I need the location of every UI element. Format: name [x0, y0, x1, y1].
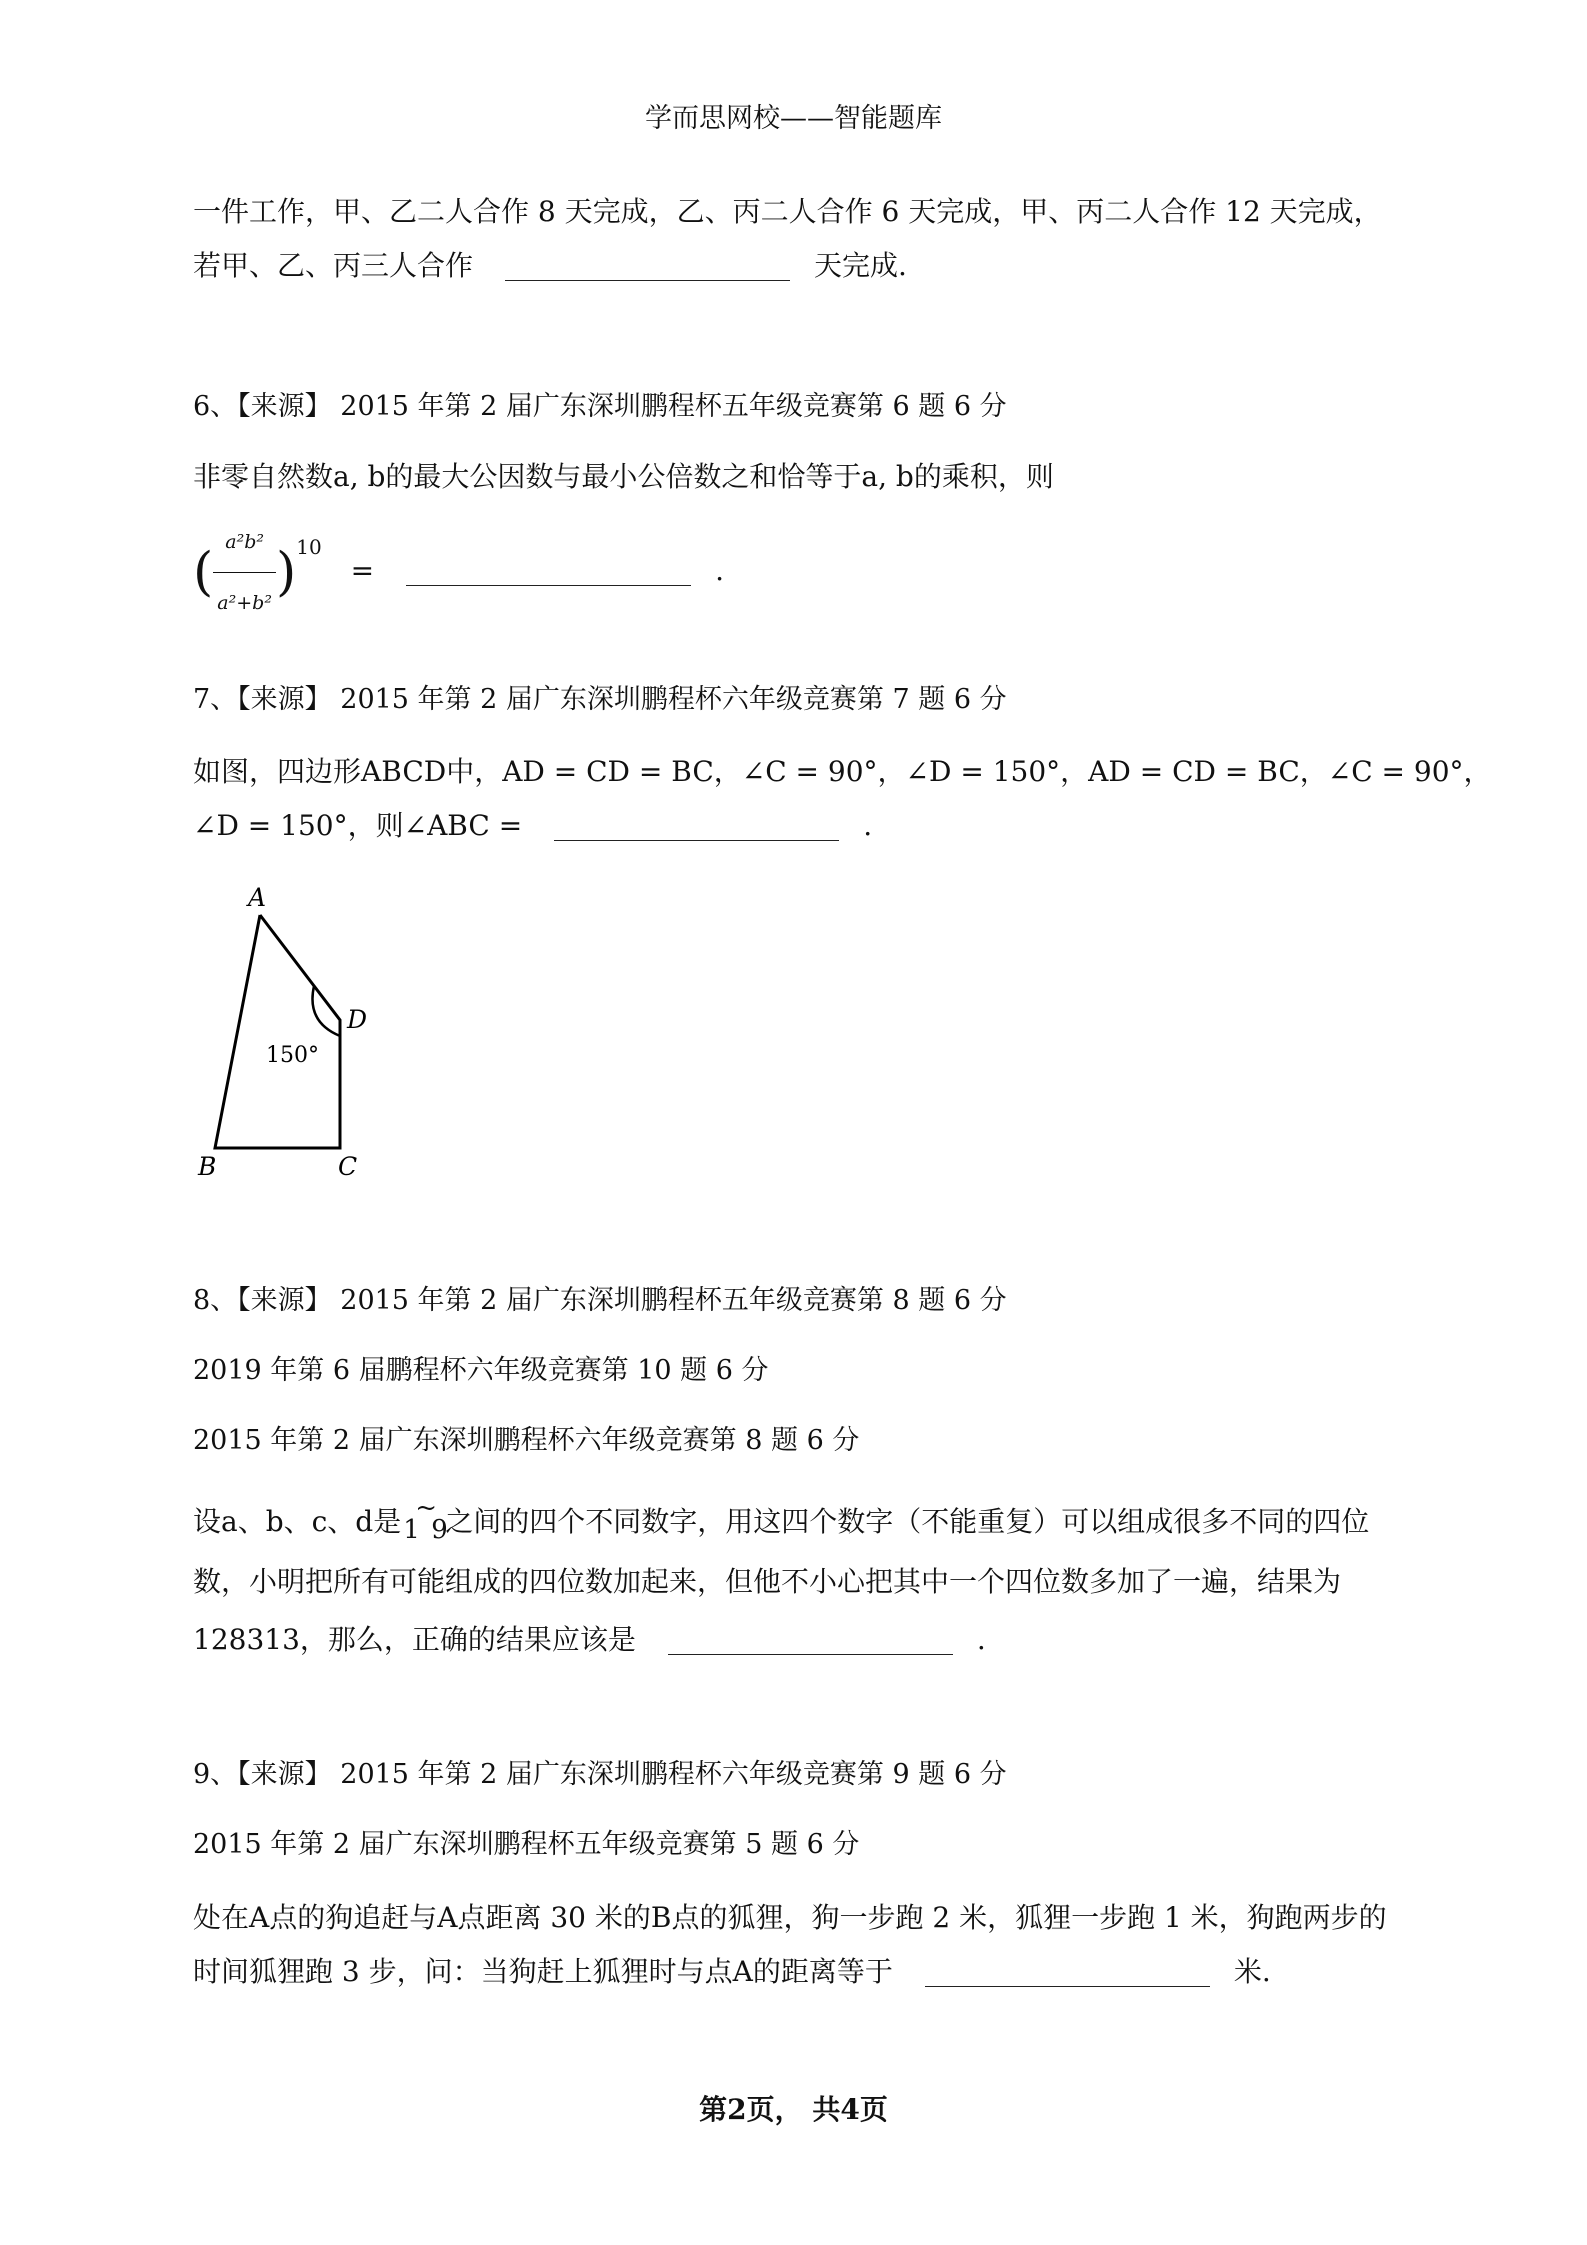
q6-frac-denominator: a²+b²	[217, 592, 272, 614]
q8-line-2: 数，小明把所有可能组成的四位数加起来，但他不小心把其中一个四位数多加了一遍，结果为	[193, 1565, 1342, 1598]
q8-line-1-rest: 之间的四个不同数字，用这四个数字（不能重复）可以组成很多不同的四位	[445, 1505, 1370, 1538]
page-header: 学而思网校——智能题库	[645, 103, 942, 134]
q8-range-tilde: ~	[415, 1493, 438, 1523]
q9-line-2-end: 米.	[1233, 1955, 1271, 1988]
q6-answer-blank[interactable]	[406, 555, 691, 586]
q6-right-paren: )	[275, 542, 297, 603]
q8-answer-blank[interactable]	[668, 1624, 953, 1655]
q8-line-3	[193, 1620, 986, 1660]
q8-line-3-end: .	[976, 1623, 986, 1656]
q9-line-2-text: 时间狐狸跑 3 步，问：当狗赶上狐狸时与点A的距离等于	[193, 1955, 893, 1988]
q7-source: 7、【来源】 2015 年第 2 届广东深圳鹏程杯六年级竞赛第 7 题 6 分	[193, 684, 1007, 715]
quadrilateral-figure	[190, 880, 390, 1180]
q5-line-2-end: 天完成.	[814, 249, 907, 282]
q6-formula	[193, 512, 724, 633]
q5-line-2	[193, 246, 907, 286]
q7-line-1: 如图，四边形ABCD中，AD = CD = BC，∠C = 90°，∠D = 150°，AD = CD = BC，∠C = 90°，	[193, 755, 1492, 788]
label-c: C	[338, 1152, 358, 1180]
q8-source-2: 2019 年第 6 届鹏程杯六年级竞赛第 10 题 6 分	[193, 1355, 769, 1386]
q6-left-paren: (	[193, 542, 214, 603]
q7-answer-blank[interactable]	[554, 810, 839, 841]
q7-line-2-end: .	[863, 809, 873, 842]
q9-line-2	[193, 1952, 1271, 1992]
page-footer: 第2页， 共4页	[699, 2093, 888, 2126]
q6-fraction	[213, 512, 276, 633]
label-b: B	[198, 1152, 217, 1180]
q8-line-3-text: 128313，那么，正确的结果应该是	[193, 1623, 636, 1656]
q8-range-to: 9	[431, 1515, 448, 1545]
q6-source: 6、【来源】 2015 年第 2 届广东深圳鹏程杯五年级竞赛第 6 题 6 分	[193, 391, 1007, 422]
q6-exponent: 10	[296, 535, 322, 559]
label-a: A	[248, 883, 267, 912]
q6-body: 非零自然数a, b的最大公因数与最小公倍数之和恰等于a, b的乘积，则	[193, 460, 1054, 493]
q8-range-from: 1	[403, 1515, 420, 1545]
q8-line-1-text: 设a、b、c、d是	[193, 1505, 402, 1538]
label-d: D	[347, 1005, 368, 1034]
q7-line-2	[193, 806, 872, 846]
q5-line-2-text: 若甲、乙、丙三人合作	[193, 249, 474, 282]
q5-line-1: 一件工作，甲、乙二人合作 8 天完成，乙、丙二人合作 6 天完成，甲、丙二人合作 12 天完成，	[193, 195, 1382, 228]
angle-label: 150°	[266, 1043, 319, 1068]
q7-line-2-text: ∠D = 150°，则∠ABC =	[193, 809, 523, 842]
q9-line-1: 处在A点的狗追赶与A点距离 30 米的B点的狐狸，狗一步跑 2 米，狐狸一步跑 1 米，狗跑两步的	[193, 1901, 1387, 1934]
q9-answer-blank[interactable]	[925, 1956, 1210, 1987]
q9-source-2: 2015 年第 2 届广东深圳鹏程杯五年级竞赛第 5 题 6 分	[193, 1829, 860, 1860]
q9-source-1: 9、【来源】 2015 年第 2 届广东深圳鹏程杯六年级竞赛第 9 题 6 分	[193, 1759, 1007, 1790]
q6-end: .	[715, 554, 724, 587]
q8-source-1: 8、【来源】 2015 年第 2 届广东深圳鹏程杯五年级竞赛第 8 题 6 分	[193, 1285, 1007, 1316]
q6-frac-numerator: a²b²	[213, 512, 276, 573]
q8-line-1	[193, 1493, 1370, 1545]
quadrilateral-abcd	[215, 915, 340, 1148]
q8-range	[401, 1493, 448, 1545]
q5-answer-blank[interactable]	[505, 250, 790, 281]
angle-d-arc	[312, 986, 340, 1036]
q6-equals: =	[350, 554, 375, 587]
q8-source-3: 2015 年第 2 届广东深圳鹏程杯六年级竞赛第 8 题 6 分	[193, 1425, 860, 1456]
